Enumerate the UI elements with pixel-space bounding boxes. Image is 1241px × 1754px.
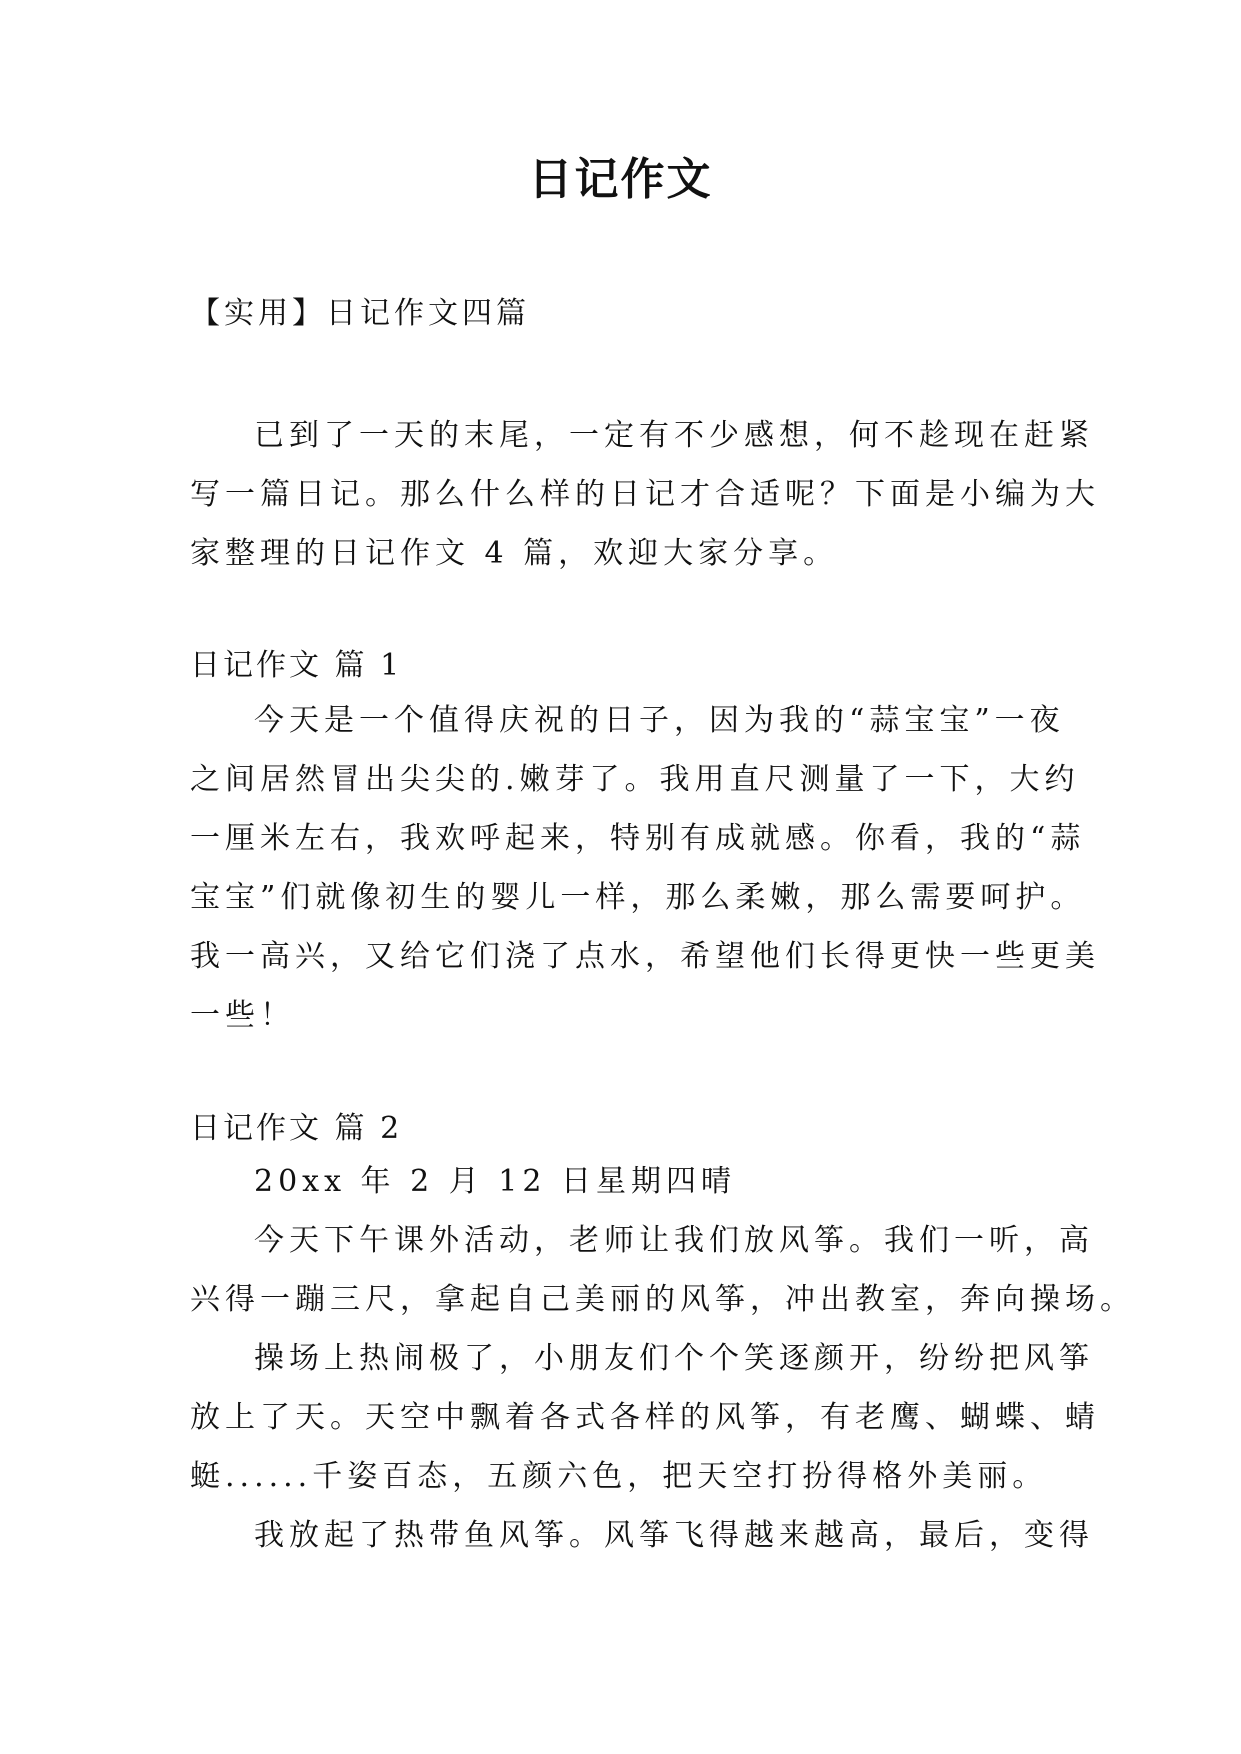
- body-line: 今天是一个值得庆祝的日子，因为我的“蒜宝宝”一夜: [254, 703, 1065, 738]
- section-2-body: [190, 1152, 1135, 1565]
- section-1-body: [190, 691, 1100, 1045]
- date-line: 20xx 年 2 月 12 日星期四晴: [254, 1164, 736, 1199]
- intro-line: 写一篇日记。那么什么样的日记才合适呢？下面是小编为大: [190, 477, 1100, 512]
- intro-paragraph: [190, 406, 1100, 583]
- body-line: 一厘米左右，我欢呼起来，特别有成就感。你看，我的“蒜: [190, 821, 1086, 856]
- body-line: 一些！: [190, 998, 295, 1033]
- section-heading-2: 日记作文 篇 2: [190, 1111, 403, 1146]
- body-line: 今天下午课外活动，老师让我们放风筝。我们一听，高: [254, 1223, 1094, 1258]
- body-line: 之间居然冒出尖尖的.嫩芽了。我用直尺测量了一下，大约: [190, 762, 1080, 797]
- body-line: 放上了天。天空中飘着各式各样的风筝，有老鹰、蝴蝶、蜻: [190, 1400, 1100, 1435]
- body-line: 宝宝”们就像初生的婴儿一样，那么柔嫩，那么需要呵护。: [190, 880, 1086, 915]
- body-line: 操场上热闹极了，小朋友们个个笑逐颜开，纷纷把风筝: [254, 1341, 1094, 1376]
- section-heading-1: 日记作文 篇 1: [190, 648, 403, 683]
- document-title: 日记作文: [528, 154, 713, 205]
- body-line: 兴得一蹦三尺，拿起自己美丽的风筝，冲出教室，奔向操场。: [190, 1282, 1135, 1317]
- body-line: 我一高兴，又给它们浇了点水，希望他们长得更快一些更美: [190, 939, 1100, 974]
- intro-line: 已到了一天的末尾，一定有不少感想，何不趁现在赶紧: [254, 418, 1094, 453]
- intro-line: 家整理的日记作文 4 篇，欢迎大家分享。: [190, 536, 839, 571]
- document-subtitle: 【实用】日记作文四篇: [190, 296, 530, 331]
- body-line: 我放起了热带鱼风筝。风筝飞得越来越高，最后，变得: [254, 1518, 1094, 1553]
- body-line: 蜓......千姿百态，五颜六色，把天空打扮得格外美丽。: [190, 1459, 1048, 1494]
